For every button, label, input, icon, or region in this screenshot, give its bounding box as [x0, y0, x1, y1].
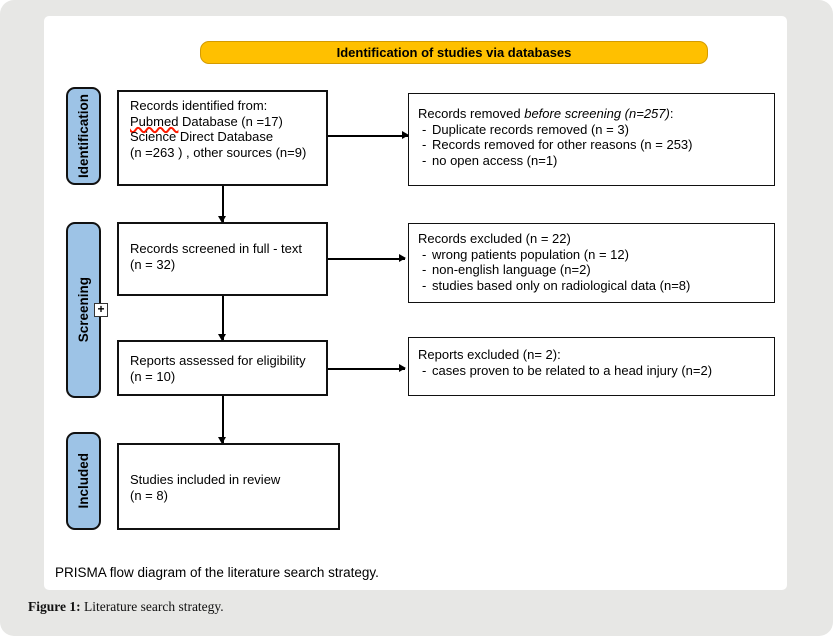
prisma-flow-panel	[44, 16, 787, 590]
arrow-identified-to-removed	[328, 135, 408, 137]
records-screened-line2: (n = 32)	[130, 256, 176, 272]
bullet-dash: -	[422, 121, 427, 137]
stage-label-included	[66, 432, 101, 530]
records-removed-item-text: no open access (n=1)	[432, 152, 558, 168]
stage-label-screening-text: Screening	[76, 277, 91, 343]
reports-assessed-line1: Reports assessed for eligibility	[130, 353, 306, 368]
records-removed-item-text: Duplicate records removed (n = 3)	[432, 121, 629, 137]
box-reports-excluded	[408, 337, 775, 396]
records-removed-item	[418, 122, 770, 138]
records-excluded-item-text: non-english language (n=2)	[432, 262, 591, 277]
records-removed-title-suffix: :	[669, 106, 674, 121]
studies-included-line2: (n = 8)	[130, 487, 168, 503]
records-identified-line4: (n =263 ) , other sources (n=9)	[130, 144, 307, 160]
bullet-dash: -	[422, 152, 427, 168]
box-records-removed	[408, 93, 775, 186]
bullet-dash: -	[422, 277, 427, 293]
bullet-dash: -	[422, 262, 427, 277]
records-removed-title	[418, 106, 770, 122]
expand-plus-icon[interactable]: +	[94, 303, 108, 317]
stage-label-included-text: Included	[76, 453, 91, 509]
box-studies-included	[117, 443, 340, 530]
records-removed-title-italic: before screening (n=257)	[524, 106, 670, 121]
misspelled-word: Pubmed	[130, 113, 179, 129]
stage-label-identification-text: Identification	[76, 94, 91, 178]
diagram-caption: PRISMA flow diagram of the literature search strategy.	[55, 565, 379, 580]
figure-caption-text: Literature search strategy.	[80, 599, 224, 614]
reports-excluded-item-text: cases proven to be related to a head injury (n=2)	[432, 362, 713, 378]
records-removed-item	[418, 153, 770, 169]
figure-caption	[28, 599, 224, 615]
reports-excluded-item	[418, 363, 770, 379]
records-excluded-item	[418, 278, 770, 294]
records-removed-item-text: Records removed for other reasons (n = 253)	[432, 137, 693, 152]
box-records-screened	[117, 222, 328, 296]
arrow-assessed-to-excluded	[328, 368, 405, 370]
box-records-identified	[117, 90, 328, 186]
records-identified-line2-rest: Database (n =17)	[178, 113, 283, 129]
arrow-screened-to-excluded	[328, 258, 405, 260]
figure-number-label: Figure 1:	[28, 599, 81, 614]
bullet-dash: -	[422, 246, 427, 262]
records-removed-item	[418, 137, 770, 153]
arrow-identified-to-screened	[222, 186, 224, 222]
box-reports-assessed	[117, 340, 328, 396]
stage-label-identification	[66, 87, 101, 185]
records-excluded-item-text: wrong patients population (n = 12)	[432, 246, 629, 262]
records-excluded-item	[418, 247, 770, 263]
records-identified-line3: Science Direct Database	[130, 129, 274, 144]
records-excluded-title: Records excluded (n = 22)	[418, 231, 571, 246]
arrow-screened-to-assessed	[222, 296, 224, 340]
diagram-title-banner: Identification of studies via databases	[200, 41, 708, 64]
records-excluded-item	[418, 262, 770, 278]
records-excluded-item-text: studies based only on radiological data (n=8)	[432, 277, 691, 293]
bullet-dash: -	[422, 137, 427, 152]
bullet-dash: -	[422, 362, 427, 378]
studies-included-line1: Studies included in review	[130, 472, 281, 487]
reports-excluded-title: Reports excluded (n= 2):	[418, 347, 561, 362]
arrow-assessed-to-included	[222, 396, 224, 443]
reports-assessed-line2: (n = 10)	[130, 368, 176, 384]
box-records-excluded	[408, 223, 775, 303]
records-removed-title-prefix: Records removed	[418, 106, 525, 121]
records-identified-line1: Records identified from:	[130, 98, 268, 113]
records-screened-line1: Records screened in full - text	[130, 241, 302, 256]
records-identified-line2	[130, 114, 322, 130]
